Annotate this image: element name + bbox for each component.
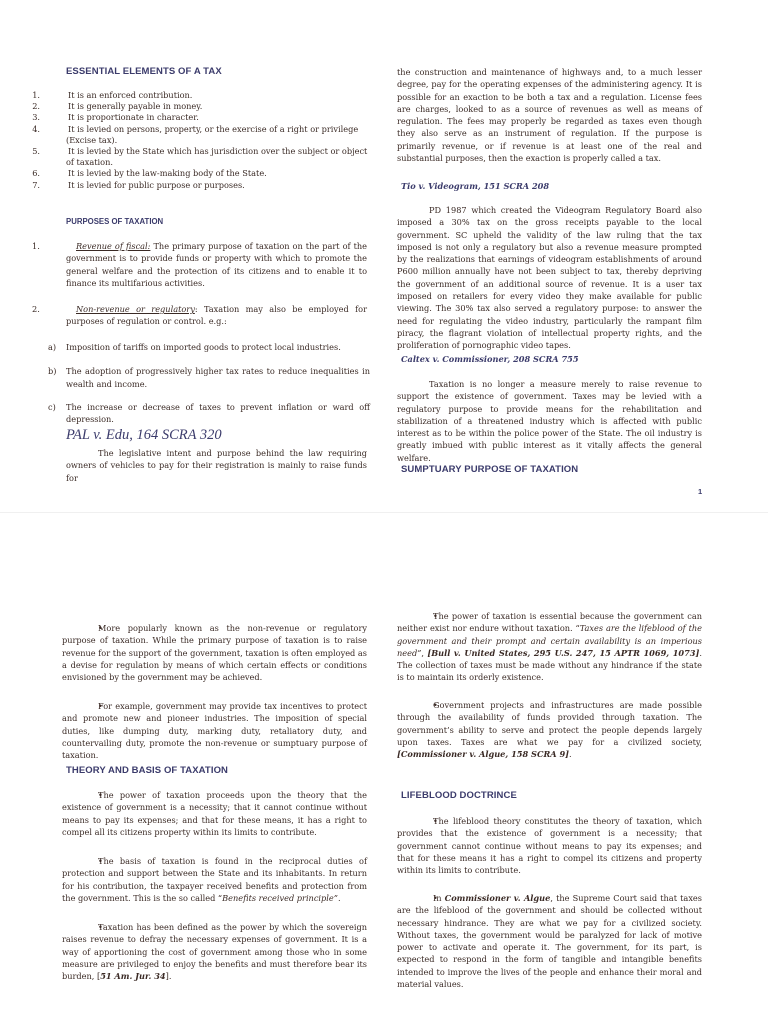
bullet-basis xyxy=(62,855,367,904)
element-number: 4. xyxy=(32,123,40,134)
sub-text: The increase or decrease of taxes to prevent inflation or ward off depression. xyxy=(66,401,370,425)
bullet-definition xyxy=(62,921,367,982)
case-name: Commissioner v. Algue xyxy=(444,893,551,903)
element-text-continued: of taxation. xyxy=(66,157,113,168)
benefits-principle: Benefits received principle” xyxy=(222,892,338,903)
sub-item-a xyxy=(48,341,370,353)
element-text-continued: (Excise tax). xyxy=(66,134,118,145)
tio-case-title: Tio v. Videogram, 151 SCRA 208 xyxy=(401,181,550,191)
sub-marker: b) xyxy=(48,366,57,377)
caltex-case-text: Taxation is no longer a measure merely to raise revenue to support the existence of government. Taxes may be levied with a regulatory purpose to provide means for the rehabilitation and stabilization of a threatened industry which is affected with public interest as to be within the police power of the State. The oil industry is greatly imbued with public interest as it vitally affects the general welfare. xyxy=(397,379,702,463)
bullet-lifeblood-theory xyxy=(397,815,702,876)
citation: [Bull v. United States, 295 U.S. 247, 15 APTR 1069, 1073] xyxy=(427,647,700,658)
bullet-text: In xyxy=(433,893,445,903)
essential-element-item xyxy=(0,124,370,146)
punct: ]. xyxy=(165,971,172,982)
bullet-text: The power of taxation is essential because the government can neither exist nor endure without taxation. “ xyxy=(397,611,702,634)
caltex-case-title: Caltex v. Commissioner, 208 SCRA 755 xyxy=(401,354,579,364)
purpose-number: 2. xyxy=(32,304,40,314)
page-1 xyxy=(0,0,768,512)
bullet-text: Government projects and infrastructures are made possible through the availability of funds provided through taxation. The government’s ability to serve and protect the people depends largely upon taxes. Taxes are what we pay for a civilized society, xyxy=(397,700,702,747)
punct: , xyxy=(421,647,428,658)
citation: [Commissioner v. Algue, 158 SCRA 9] xyxy=(397,749,570,760)
element-text: It is an enforced contribution. xyxy=(68,90,193,100)
essential-element-item xyxy=(0,146,370,168)
sub-item-b xyxy=(48,365,370,390)
sub-text: The adoption of progressively higher tax rates to reduce inequalities in wealth and income. xyxy=(66,366,370,389)
purpose-text: : Taxation may also be employed for purposes of regulation or control. e.g.: xyxy=(66,304,367,327)
purpose-regulatory xyxy=(10,303,367,328)
bullet-text: . The collection of taxes must be made without any hindrance if the state is to maintain its orderly existence. xyxy=(397,647,702,683)
essential-element-item xyxy=(0,180,370,191)
sub-text: Imposition of tariffs on imported goods to protect local industries. xyxy=(66,342,341,352)
bullet-projects xyxy=(397,699,702,760)
bullet-incentives xyxy=(62,700,367,761)
bullet-text: • The lifeblood theory constitutes the theory of taxation, which provides that the existence of government is a necessity; that government cannot continue without means to pay its expenses; and that for these means it has a right to compel its citizens and property within its limits to contribute. xyxy=(397,815,702,876)
theory-heading: THEORY AND BASIS OF TAXATION xyxy=(66,765,229,776)
bullet-regulatory xyxy=(62,622,367,683)
purpose-term: Revenue of fiscal: xyxy=(76,241,151,251)
essential-element-item xyxy=(0,101,370,112)
page-2 xyxy=(0,512,768,1025)
sub-marker: c) xyxy=(48,401,56,412)
bullet-text: • The power of taxation proceeds upon the theory that the existence of government is a necessity; that it cannot continue without means to pay its expenses; and that for these means, it has a right to compel all its citizens property within its limits to contribute. xyxy=(62,789,367,838)
tio-case-text: PD 1987 which created the Videogram Regulatory Board also imposed a 30% tax on the gross receipts payable to the local government. SC upheld the validity of the law ruling that the tax imposed is not only a regulatory but also a revenue measure prompted by the realizations that earnings of videogram establishments of around P600 million annually have not been subject to tax, thereby depriving the government of an additional source of revenue. It is a user tax imposed on retailers for every video they make available for public viewing. The 30% tax also served a regulatory purpose: to answer the need for regulating the video industry, particularly the rampant film piracy, the flagrant violation of intellectual property rights, and the proliferation of pornographic video tapes. xyxy=(397,205,702,351)
bullet-essential-power xyxy=(397,610,702,684)
element-number: 5. xyxy=(32,146,40,157)
sub-list xyxy=(48,341,370,425)
element-number: 7. xyxy=(32,179,40,190)
element-text: It is levied on persons, property, or the exercise of a right or privilege xyxy=(68,123,359,134)
essential-elements-list xyxy=(0,90,370,191)
element-text: It is levied by the State which has jurisdiction over the subject or object xyxy=(68,146,368,157)
element-number: 6. xyxy=(32,168,40,179)
page-number: 1 xyxy=(698,487,703,496)
sumptuary-heading: SUMPTUARY PURPOSE OF TAXATION xyxy=(401,464,579,475)
sub-item-c xyxy=(48,401,370,426)
bullet-text: The basis of taxation is found in the reciprocal duties of protection and support between the State and its inhabitants. In return for his contribution, the taxpayer received benefits and protection from the government. This is the so called “ xyxy=(62,856,367,903)
element-text: It is levied by the law-making body of the State. xyxy=(68,168,267,179)
element-text: It is levied for public purpose or purposes. xyxy=(68,179,245,190)
bullet-text: • More popularly known as the non-revenue or regulatory purpose of taxation. While the primary purpose of taxation is to raise revenue for the support of the government, taxation is often employed as a devise for regulation by means of which certain effects or conditions envisioned by the government may be achieved. xyxy=(62,622,367,683)
bullet-text: • For example, government may provide tax incentives to protect and promote new and pioneer industries. The imposition of special duties, like dumping duty, marking duty, retaliatory duty, and countervailing duty, promote the non-revenue or sumptuary purpose of taxation. xyxy=(62,700,367,761)
lifeblood-quote: Taxes are the lifeblood of the government and their prompt and certain availability is an imperious need” xyxy=(397,623,703,658)
element-text: It is generally payable in money. xyxy=(68,101,203,112)
element-number: 2. xyxy=(32,101,40,112)
essential-element-item xyxy=(0,168,370,179)
bullet-text: , the Supreme Court said that taxes are the lifeblood of the government and should be collected without necessary hindrance. They are what we pay for a civilized society. Without taxes, the government would be paralyzed for lack of motive power to activate and operate it. The government, for its part, is expected to respond in the form of tangible and intangible benefits intended to improve the lives of the people and enhance their moral and material values. xyxy=(397,893,702,990)
bullet-algue xyxy=(397,892,702,990)
element-text: It is proportionate in character. xyxy=(68,112,199,123)
essential-element-item xyxy=(0,112,370,123)
essential-element-item xyxy=(0,90,370,101)
pal-case-title: PAL v. Edu, 164 SCRA 320 xyxy=(66,427,222,443)
purposes-heading: PURPOSES OF TAXATION xyxy=(66,217,164,226)
bullet-text: Taxation has been defined as the power by which the sovereign raises revenue to defray the necessary expenses of government. It is a way of apportioning the cost of government among those who in some measure are privileged to enjoy the benefits and must therefore bear its burden, [ xyxy=(62,922,367,982)
lifeblood-heading: LIFEBLOOD DOCTRINCE xyxy=(401,790,517,801)
citation: 51 Am. Jur. 34 xyxy=(100,971,166,982)
purpose-term: Non-revenue or regulatory xyxy=(76,304,195,314)
punct: . xyxy=(337,892,341,903)
pal-case-text: The legislative intent and purpose behind the law requiring owners of vehicles to pay for their registration is mainly to raise funds for xyxy=(66,448,367,483)
purpose-number: 1. xyxy=(32,241,40,251)
purpose-revenue xyxy=(10,240,367,289)
element-number: 1. xyxy=(32,90,40,100)
sub-marker: a) xyxy=(48,342,57,352)
punct: . xyxy=(569,749,572,760)
element-number: 3. xyxy=(32,112,40,123)
purpose-text: The primary purpose of taxation on the part of the government is to provide funds or property with which to promote the general welfare and the protection of its citizens and to enable it to finance its multifarious activities. xyxy=(66,241,368,288)
bullet-theory xyxy=(62,789,367,838)
essential-elements-heading: ESSENTIAL ELEMENTS OF A TAX xyxy=(66,66,222,77)
regulation-paragraph: the construction and maintenance of highways and, to a much lesser degree, pay for the operating expenses of the administering agency. It is possible for an exaction to be both a tax and a regulation. License fees are charges, looked to as a source of revenues as well as means of regulation. The fees may properly be regarded as taxes even though they also serve as an instrument of regulation. If the purpose is primarily revenue, or if revenue is at least one of the real and substantial purposes, then the exaction is properly called a tax. xyxy=(397,67,702,164)
